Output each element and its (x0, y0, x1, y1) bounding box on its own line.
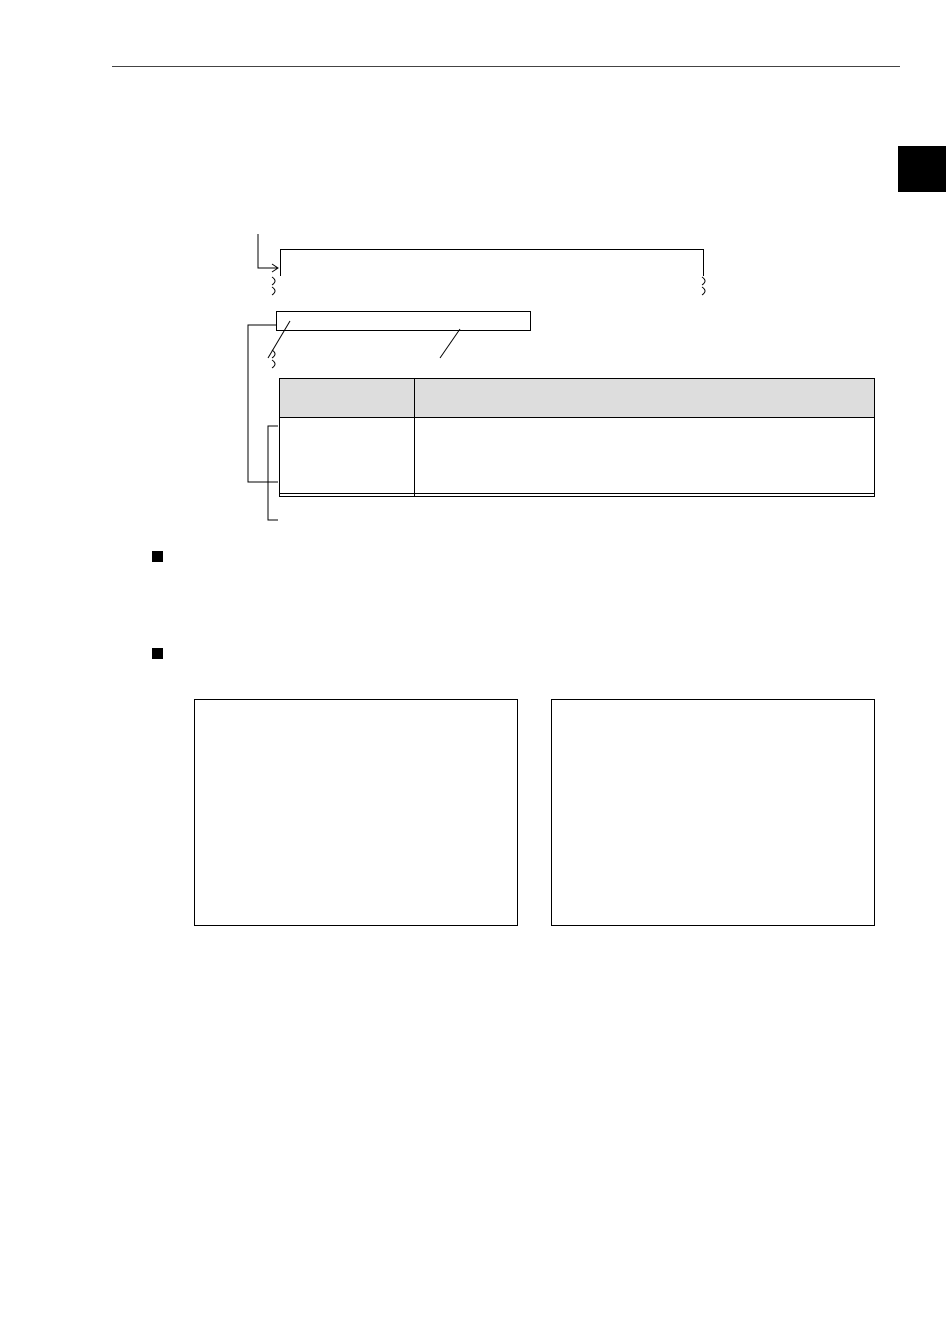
menu-frame (280, 249, 704, 276)
header-rule (112, 66, 900, 67)
screen-example-no-pattern (551, 699, 875, 926)
bullet-square-icon (152, 551, 163, 562)
display-example-heading (152, 646, 172, 664)
table-row (280, 494, 875, 497)
operation-heading (152, 549, 169, 567)
table-cell-desc (415, 418, 875, 494)
menu-highlight-box (276, 311, 531, 331)
chapter-tab (898, 146, 946, 192)
screen-example-with-pattern (194, 699, 518, 926)
table-cell-desc (415, 494, 875, 497)
table-header-row (280, 379, 875, 418)
table-header-description (415, 379, 875, 418)
table-header-item (280, 379, 415, 418)
description-table (279, 378, 875, 497)
table-cell-item (280, 418, 415, 494)
table-cell-item (280, 494, 415, 497)
table-row (280, 418, 875, 494)
bullet-square-icon (152, 648, 163, 659)
